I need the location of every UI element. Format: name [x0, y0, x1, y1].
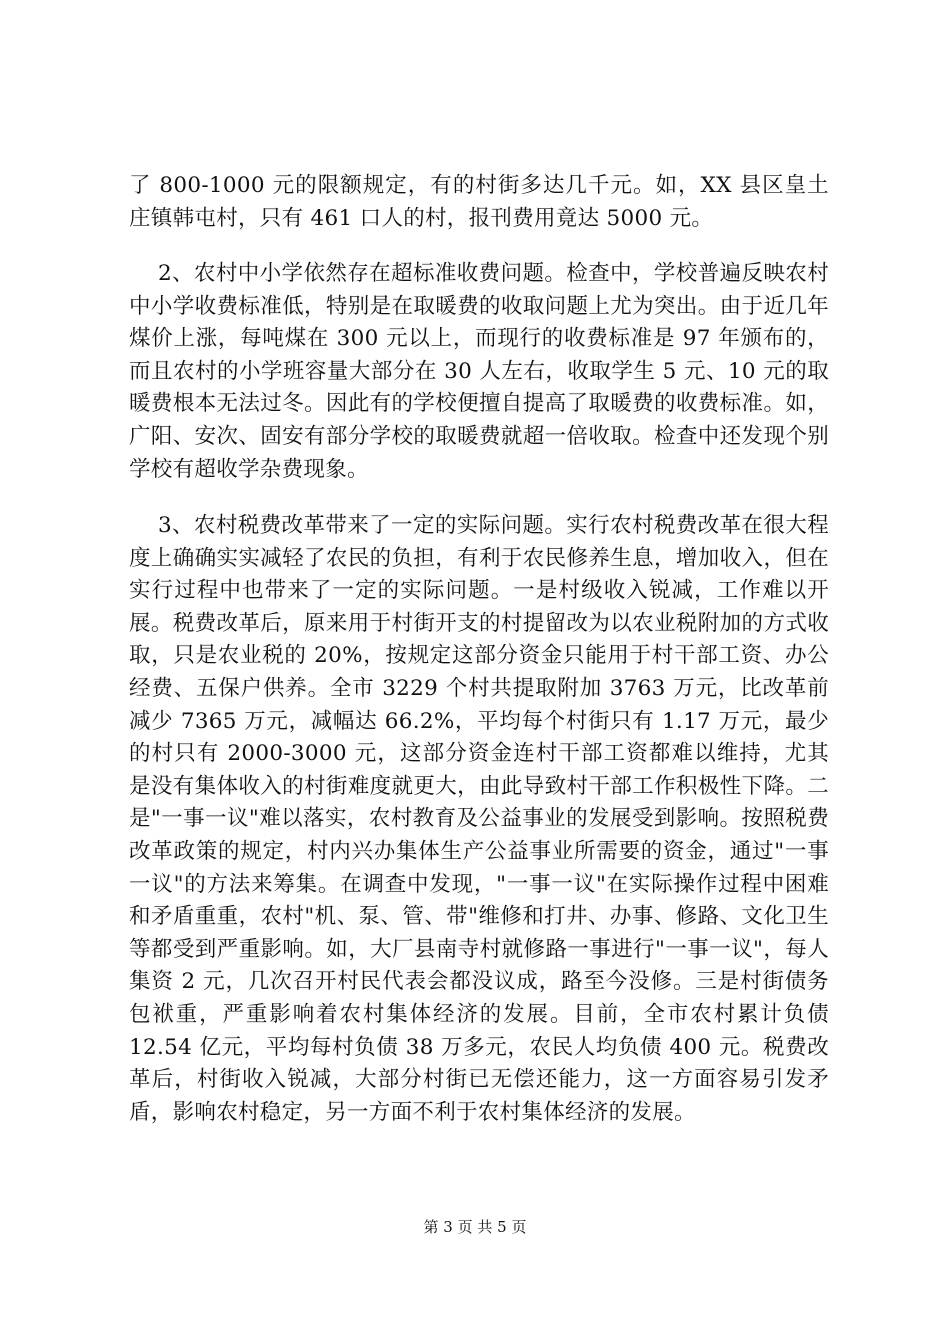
- page-footer: 第 3 页 共 5 页: [423, 1218, 527, 1236]
- paragraph-item-3: 3、农村税费改革带来了一定的实际问题。实行农村税费改革在很大程度上确确实实减轻了农民的负担，有利于农民修养生息，增加收入，但在实行过程中也带来了一定的实际问题。一是村级收入锐减，工作难以开展。税费改革后，原来用于村街开支的村提留改为以农业税附加的方式收取，只是农业税的 20%，按规定这部分资金只能用于村干部工资、办公经费、五保户供养。全市 3229 个村共提取附加 3763 万元，比改革前减少 7365 万元，减幅达 66.2%，平均每个村街只有 1.17 万元，最少的村只有 2000-3000 元，这部分资金连村干部工资都难以维持，尤其是没有集体收入的村街难度就更大，由此导致村干部工作积极性下降。二是"一事一议"难以落实，农村教育及公益事业的发展受到影响。按照税费改革政策的规定，村内兴办集体生产公益事业所需要的资金，通过"一事一议"的方法来筹集。在调查中发现，"一事一议"在实际操作过程中困难和矛盾重重，农村"机、泵、管、带"维修和打井、办事、修路、文化卫生等都受到严重影响。如，大厂县南寺村就修路一事进行"一事一议"，每人集资 2 元，几次召开村民代表会都没议成，路至今没修。三是村街债务包袱重，严重影响着农村集体经济的发展。目前，全市农村累计负债 12.54 亿元，平均每村负债 38 万多元，农民人均负债 400 元。税费改革后，村街收入锐减，大部分村街已无偿还能力，这一方面容易引发矛盾，影响农村稳定，另一方面不利于农村集体经济的发展。: [129, 513, 837, 1125]
- paragraph-continuation: 了 800-1000 元的限额规定，有的村街多达几千元。如，XX 县区皇土庄镇韩屯村，只有 461 口人的村，报刊费用竟达 5000 元。: [129, 173, 829, 231]
- paragraph-item-2: 2、农村中小学依然存在超标准收费问题。检查中，学校普遍反映农村中小学收费标准低，特别是在取暖费的收取问题上尤为突出。由于近几年煤价上涨，每吨煤在 300 元以上，而现行的收费标准是 97 年颁布的，而且农村的小学班容量大部分在 30 人左右，收取学生 5 元、10 元的取暖费根本无法过冬。因此有的学校便擅自提高了取暖费的收费标准。如，广阳、安次、固安有部分学校的取暖费就超一倍收取。检查中还发现个别学校有超收学杂费现象。: [129, 261, 829, 482]
